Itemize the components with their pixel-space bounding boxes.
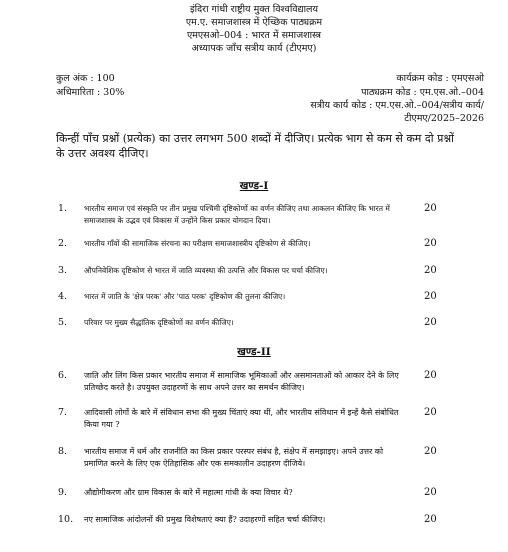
question-marks: 20 <box>424 514 437 525</box>
question-marks: 20 <box>424 265 437 276</box>
question-text: भारत में जाति के 'क्षेत्र परक' और 'पाठ परक' दृष्टिकोण की तुलना कीजिए। <box>84 292 286 301</box>
question-number: 8. <box>58 446 68 457</box>
question-number: 9. <box>58 487 68 498</box>
weightage: अधिमारिता : 30% <box>56 87 125 98</box>
question-text: औद्योगीकरण और ग्राम विकास के बारे में महात्मा गांधी के क्या विचार थे? <box>84 488 293 497</box>
instructions: किन्हीं पाँच प्रश्नों (प्रत्येक) का उत्तर लगभग 500 शब्दों में दीजिए। प्रत्येक भाग से कम से कम दो प्रश्नों के उत्तर अवश्य दीजिए। <box>56 132 454 160</box>
question-number: 10. <box>58 514 74 525</box>
question-number: 5. <box>58 317 68 328</box>
question-marks: 20 <box>424 487 437 498</box>
question-text: आदिवासी लोगों के बारे में संविधान सभा की मुख्य चिंताएं क्या थीं, और भारतीय संविधान में इन्हें कैसे संबोधित किया गया ? <box>84 408 399 429</box>
programme-title: एम.ए. समाजशास्त्र में ऐच्छिक पाठ्यक्रम <box>185 17 323 28</box>
question-number: 1. <box>58 203 68 214</box>
assignment-code-session: टीएमए/2025–2026 <box>404 113 484 124</box>
section-1-title: खण्ड-I <box>239 180 269 192</box>
question-text: परिवार पर मुख्य सैद्धांतिक दृष्टिकोणों का वर्णन कीजिए। <box>84 318 234 327</box>
question-text: भारतीय समाज एवं संस्कृति पर तीन प्रमुख पश्चिमी दृष्टिकोणों का वर्णन कीजिए तथा आकलन कीजिए कि भारत में समाजशास्त्र के उद्भव एवं विकास में उन्होंने किस प्रकार योगदान दिया। <box>84 204 390 225</box>
question-marks: 20 <box>424 446 437 457</box>
programme-code: कार्यक्रम कोड : एमएसओ <box>396 73 484 84</box>
question-text: नए सामाजिक आंदोलनों की प्रमुख विशेषताएं क्या हैं? उदाहरणों सहित चर्चा कीजिए। <box>84 515 326 524</box>
question-text: औपनिवेशिक दृष्टिकोण से भारत में जाति व्यवस्था की उत्पत्ति और विकास पर चर्चा कीजिए। <box>84 266 328 275</box>
assignment-title: अध्यापक जाँच सत्रीय कार्य (टीएमए) <box>191 43 317 54</box>
total-marks: कुल अंक : 100 <box>56 73 115 84</box>
question-text: भारतीय गाँवों की सामाजिक संरचना का परीक्षण समाजशास्त्रीय दृष्टिकोण से कीजिए। <box>84 239 311 248</box>
question-number: 4. <box>58 291 68 302</box>
question-number: 3. <box>58 265 68 276</box>
question-text: जाति और लिंग किस प्रकार भारतीय समाज में सामाजिक भूमिकाओं और असमानताओं को आकार देने के लिए प्रतिच्छेद करते है। उपयुक्त उदाहरणों के साथ अपने उत्तर का समर्थन कीजिए। <box>84 371 399 392</box>
question-marks: 20 <box>424 370 437 381</box>
question-marks: 20 <box>424 317 437 328</box>
course-title: एमएसओ–004 : भारत में समाजशास्त्र <box>186 30 322 41</box>
assignment-code: सत्रीय कार्य कोड : एम.एस.ओ.–004/सत्रीय कार्य/ <box>310 100 484 111</box>
question-number: 7. <box>58 407 68 418</box>
question-number: 2. <box>58 238 68 249</box>
university-name: इंदिरा गांधी राष्ट्रीय मुक्त विश्वविद्यालय <box>190 4 318 15</box>
question-text: भारतीय समाज में धर्म और राजनीति का किस प्रकार परस्पर संबंध है, संक्षेप में समझाइए। अपने उत्तर को प्रमाणित करने के लिए एक ऐतिहासिक और एक समकालीन उदाहरण दीजिये। <box>84 447 384 468</box>
course-code: पाठ्यक्रम कोड : एम.एस.ओ.–004 <box>361 87 484 98</box>
question-number: 6. <box>58 370 68 381</box>
question-marks: 20 <box>424 291 437 302</box>
section-2-title: खण्ड-II <box>237 346 271 358</box>
question-marks: 20 <box>424 203 437 214</box>
question-marks: 20 <box>424 238 437 249</box>
question-marks: 20 <box>424 407 437 418</box>
